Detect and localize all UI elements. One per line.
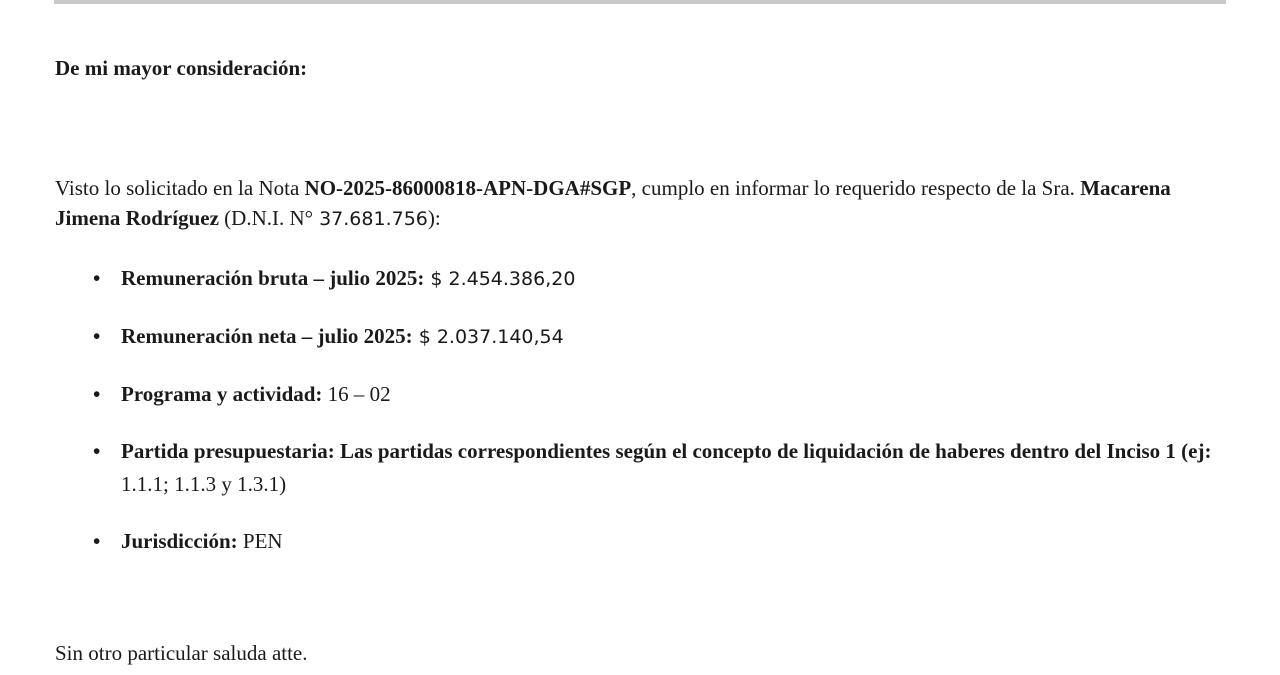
greeting: De mi mayor consideración: (55, 56, 308, 80)
bullet-icon: • (93, 382, 101, 406)
intro-pre: Visto lo solicitado en la Nota (55, 176, 305, 200)
list-item-budget-item (55, 435, 1215, 501)
top-divider (54, 0, 1226, 4)
dni-number: 37.681.756 (313, 208, 428, 230)
list-item-jurisdiction (55, 525, 1215, 558)
item-label: Jurisdicción: (121, 529, 238, 553)
note-number: NO-2025-86000818-APN-DGA#SGP (304, 176, 632, 200)
intro-paragraph (55, 173, 1215, 234)
dni-sign: ° (304, 206, 314, 230)
item-label: Partida presupuestaria: Las partidas correspondientes según el concepto de liquidación de haberes dentro del Inciso 1 (ej: (121, 439, 1212, 463)
dni-open: (D.N.I. N (218, 206, 305, 230)
item-label: Remuneración bruta – julio 2025: (121, 266, 425, 290)
item-label: Programa y actividad: (121, 382, 323, 406)
closing-line: Sin otro particular saluda atte. (55, 641, 308, 665)
person-name: Macarena Jimena Rodríguez (55, 176, 1171, 230)
bullet-icon: • (93, 529, 101, 553)
details-list (55, 262, 1215, 558)
list-item-gross-pay (55, 262, 1215, 296)
dni-close: ): (427, 206, 441, 230)
item-label: Remuneración neta – julio 2025: (121, 324, 413, 348)
intro-mid: , cumplo en informar lo requerido respecto de la Sra. (631, 176, 1081, 200)
item-value: $ 2.454.386,20 (424, 268, 576, 290)
bullet-icon: • (93, 439, 101, 463)
list-item-net-pay (55, 320, 1215, 354)
list-item-program-activity (55, 378, 1215, 411)
item-value: 1.1.1; 1.1.3 y 1.3.1) (121, 472, 287, 496)
bullet-icon: • (93, 324, 101, 348)
item-value: 16 – 02 (322, 382, 391, 406)
item-value: $ 2.037.140,54 (412, 326, 564, 348)
bullet-icon: • (93, 266, 101, 290)
item-value: PEN (237, 529, 283, 553)
